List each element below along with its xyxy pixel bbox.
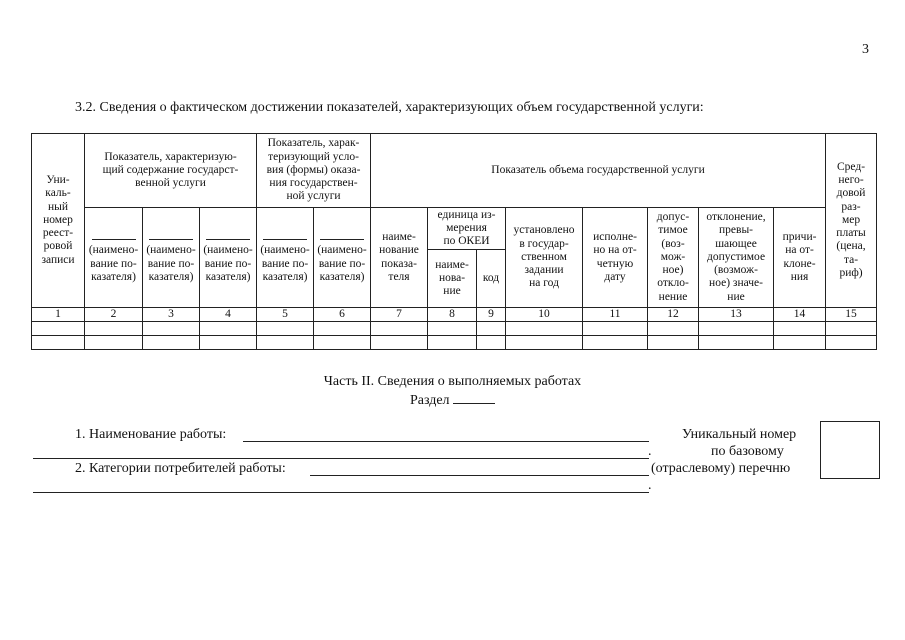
indicator-name-col4 [200, 208, 257, 308]
col-number-1: 1 [32, 308, 85, 322]
hn-3: теля [388, 270, 410, 283]
hf-0: Сред- [837, 161, 866, 174]
table-cell [200, 336, 257, 350]
work-name-period: . [648, 444, 652, 459]
s2-0: (наимено- [88, 244, 139, 257]
section-label-row [0, 391, 905, 409]
header-volume-indicator: Показатель объема государственной услуги [371, 134, 826, 208]
hf-2: довой [836, 187, 866, 200]
hcd-3: ния государствен- [269, 177, 358, 190]
unique-number-label-line1: Уникальный номер [682, 427, 797, 442]
hcd-2: вия (формы) оказа- [266, 163, 361, 176]
table-cell [143, 336, 200, 350]
table-row [32, 336, 877, 350]
hn-0: наиме- [382, 231, 416, 244]
table-cell [143, 322, 200, 336]
work-consumers-field[interactable] [310, 475, 649, 476]
hcd-1: теризующий усло- [268, 150, 359, 163]
hunn-2: ние [443, 285, 461, 298]
hu-4: реест- [42, 227, 74, 240]
hf-4: мер [841, 213, 861, 226]
col-number-10: 10 [506, 308, 583, 322]
s4-0: (наимено- [203, 244, 253, 257]
table-cell [826, 336, 877, 350]
hr-2: клоне- [783, 257, 816, 270]
hal-1: тимое [658, 224, 688, 237]
table-cell [257, 336, 314, 350]
he-3: допустимое [706, 250, 766, 263]
work-name-field-continued[interactable] [33, 458, 649, 459]
hcd-4: ной услуги [286, 190, 341, 203]
he-1: превы- [719, 224, 754, 237]
hp-2: ственном [521, 250, 567, 263]
header-unit [428, 208, 506, 250]
table-cell [85, 322, 143, 336]
hf-1: него- [838, 174, 864, 187]
table-cell [371, 322, 428, 336]
table-cell [699, 322, 774, 336]
col-number-13: 13 [699, 308, 774, 322]
table-cell [32, 322, 85, 336]
table-cell [583, 322, 648, 336]
hu-5: ровой [43, 240, 73, 253]
table-cell [32, 336, 85, 350]
hunn-0: наиме- [435, 258, 469, 271]
table-cell [774, 336, 826, 350]
indicator-name-col3 [143, 208, 200, 308]
unique-number-code-box[interactable] [820, 421, 880, 479]
part2-title: Часть II. Сведения о выполняемых работах [323, 374, 582, 389]
hal-6: нение [658, 290, 688, 303]
header-exceeding-deviation [699, 208, 774, 308]
work-consumers-period: . [648, 478, 652, 493]
header-actual [583, 208, 648, 308]
hun-1: мерения [446, 221, 487, 234]
ha-1: но на от- [593, 244, 637, 257]
hu-0: Уни- [46, 174, 70, 187]
hun-2: по ОКЕИ [443, 235, 490, 248]
hal-3: мож- [660, 250, 686, 263]
table-cell [699, 336, 774, 350]
ha-3: дату [604, 270, 626, 283]
he-0: отклонение, [706, 211, 766, 224]
he-6: ние [727, 290, 745, 303]
hal-5: откло- [657, 277, 689, 290]
page-number: 3 [862, 42, 869, 57]
hf-5: платы [836, 227, 866, 240]
table-cell [774, 322, 826, 336]
hu-1: каль- [45, 187, 71, 200]
hr-1: на от- [785, 244, 814, 257]
hu-6: записи [41, 253, 75, 266]
table-cell [371, 336, 428, 350]
header-unit-code: код [477, 250, 506, 308]
header-unit-name [428, 250, 477, 308]
header-unique-number [32, 134, 85, 308]
s3-1: вание по- [147, 257, 195, 270]
s6-1: вание по- [318, 257, 366, 270]
volume-indicators-table [31, 133, 877, 350]
hf-3: раз- [841, 200, 861, 213]
hc-0: Показатель, характеризую- [104, 150, 237, 163]
s2-2: казателя) [91, 270, 136, 283]
header-content-indicator [85, 134, 257, 208]
hcd-0: Показатель, харак- [267, 137, 360, 150]
col-number-7: 7 [371, 308, 428, 322]
s5-1: вание по- [261, 257, 309, 270]
col-number-5: 5 [257, 308, 314, 322]
header-allowed-deviation [648, 208, 699, 308]
col-number-14: 14 [774, 308, 826, 322]
he-4: (возмож- [714, 264, 758, 277]
header-planned [506, 208, 583, 308]
hr-0: причи- [782, 231, 817, 244]
table-row [32, 322, 877, 336]
work-consumers-field-continued[interactable] [33, 492, 649, 493]
header-average-fee [826, 134, 877, 308]
col-number-9: 9 [477, 308, 506, 322]
s3-2: казателя) [148, 270, 194, 283]
hc-2: венной услуги [135, 177, 206, 190]
table-cell [257, 322, 314, 336]
s3-0: (наимено- [146, 244, 196, 257]
hun-0: единица из- [437, 208, 496, 221]
hf-8: риф) [839, 266, 863, 279]
hf-6: (цена, [836, 240, 866, 253]
s6-2: казателя) [319, 270, 365, 283]
hp-4: на год [529, 277, 559, 290]
table-cell [506, 322, 583, 336]
col-number-15: 15 [826, 308, 877, 322]
unique-number-label-line2: по базовому [711, 444, 784, 459]
hp-0: установлено [513, 224, 575, 237]
hu-2: ный [47, 200, 69, 213]
table-cell [85, 336, 143, 350]
razdel-number-field[interactable] [453, 391, 495, 404]
col-number-11: 11 [583, 308, 648, 322]
indicator-name-col2 [85, 208, 143, 308]
hu-3: номер [43, 213, 73, 226]
section-heading: 3.2. Сведения о фактическом достижении показателей, характеризующих объем государственной услуги: [75, 100, 704, 115]
work-name-field[interactable] [243, 441, 649, 442]
header-conditions-indicator [257, 134, 371, 208]
table-cell [314, 336, 371, 350]
ha-2: четную [596, 257, 634, 270]
hp-1: в государ- [519, 237, 569, 250]
table-cell [314, 322, 371, 336]
col-number-3: 3 [143, 308, 200, 322]
table-cell [428, 322, 477, 336]
ha-0: исполне- [593, 231, 637, 244]
razdel-label: Раздел [409, 393, 450, 408]
s2-1: вание по- [90, 257, 137, 270]
hn-1: нование [379, 244, 419, 257]
hunn-1: нова- [438, 271, 466, 284]
table-cell [477, 336, 506, 350]
hp-3: задании [524, 264, 564, 277]
hr-3: ния [790, 270, 809, 283]
s4-1: вание по- [204, 257, 252, 270]
hal-0: допус- [656, 211, 690, 224]
s4-2: казателя) [205, 270, 251, 283]
s6-0: (наимено- [317, 244, 367, 257]
table-cell [428, 336, 477, 350]
table-cell [583, 336, 648, 350]
work-consumers-label: 2. Категории потребителей работы: [75, 461, 286, 476]
col-number-8: 8 [428, 308, 477, 322]
unique-number-label-line3: (отраслевому) перечню [651, 461, 791, 476]
col-number-6: 6 [314, 308, 371, 322]
table-cell [477, 322, 506, 336]
s5-0: (наимено- [260, 244, 310, 257]
hn-2: показа- [381, 257, 417, 270]
indicator-name-col6 [314, 208, 371, 308]
col-number-4: 4 [200, 308, 257, 322]
he-2: шающее [715, 237, 757, 250]
table-cell [506, 336, 583, 350]
hc-1: щий содержание государст- [102, 163, 239, 176]
col-number-2: 2 [85, 308, 143, 322]
indicator-name-col5 [257, 208, 314, 308]
table-cell [648, 322, 699, 336]
he-5: ное) значе- [709, 277, 763, 290]
table-cell [648, 336, 699, 350]
header-indicator-name [371, 208, 428, 308]
hal-2: (воз- [661, 237, 685, 250]
hal-4: ное) [662, 264, 684, 277]
work-name-label: 1. Наименование работы: [75, 427, 227, 442]
hf-7: та- [843, 253, 859, 266]
table-cell [200, 322, 257, 336]
s5-2: казателя) [262, 270, 308, 283]
table-cell [826, 322, 877, 336]
header-deviation-reason [774, 208, 826, 308]
col-number-12: 12 [648, 308, 699, 322]
